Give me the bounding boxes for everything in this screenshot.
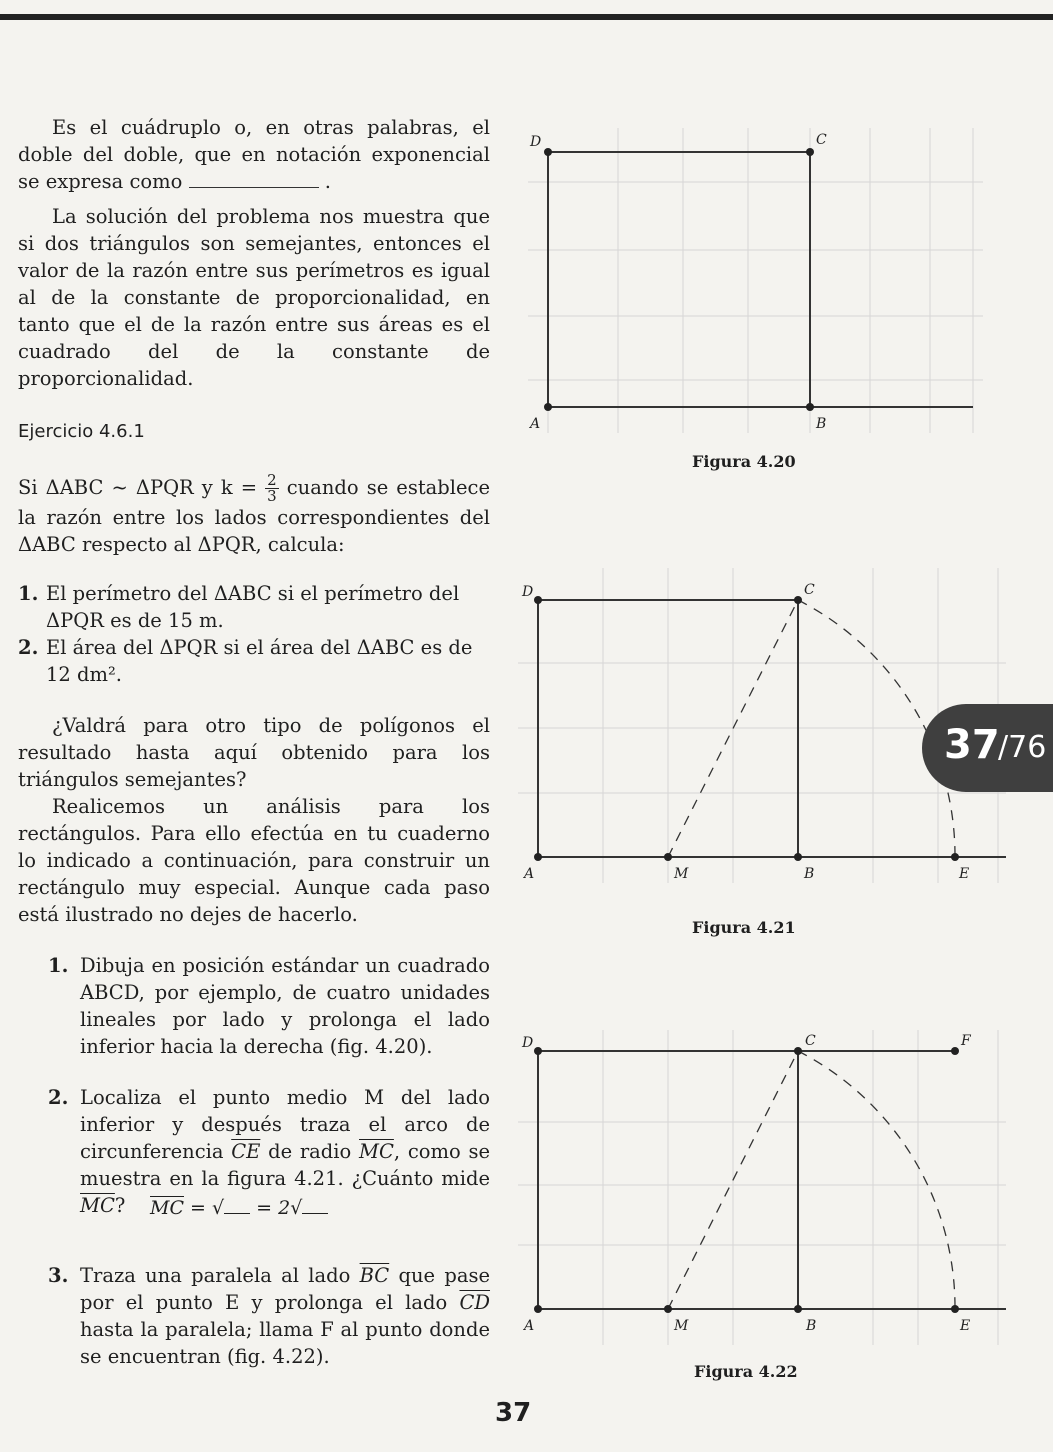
- label-a: A: [524, 866, 535, 882]
- page-indicator-badge[interactable]: [922, 704, 1053, 792]
- formula-mc: $\overline{MC}$ = √ = 2√: [150, 1197, 328, 1219]
- list-item: 2. El área del ΔPQR si el área del ΔABC es de 12 dm².: [18, 636, 473, 686]
- list-item: 1. El perímetro del ΔABC si el perímetro del ΔPQR es de 15 m.: [18, 582, 460, 632]
- step-item: 3. Traza una paralela al lado $\overline{BC}$ que pase por el punto E y prolonga el lado $\overline{CD}$ hasta la paralela; llama F al punto donde se encuentran (fig. 4.22).: [48, 1264, 491, 1368]
- caption-fig-4-22: Figura 4.22: [694, 1362, 798, 1381]
- point-a: [544, 403, 552, 411]
- label-c: C: [805, 1033, 816, 1049]
- text-column: [18, 114, 490, 1219]
- square-abcd: [548, 152, 810, 407]
- label-a: A: [524, 1318, 535, 1334]
- caption-fig-4-21: Figura 4.21: [692, 918, 796, 937]
- step-item: 1. Dibuja en posición estándar un cuadrado ABCD, por ejemplo, de cuatro unidades lineales por lado y prolonga el lado inferior hacia la derecha (fig. 4.20).: [48, 954, 490, 1058]
- paragraph-analysis: Realicemos un análisis para los rectángulos. Para ello efectúa en tu cuaderno lo indicado a continuación, para construir un rectángulo muy especial. Aunque cada paso está ilustrado no dejes de hacerlo.: [18, 795, 490, 926]
- point-b: [806, 403, 814, 411]
- paragraph-exponential: Es el cuádruplo o, en otras palabras, el doble del doble, que en notación exponencial se expresa como .: [18, 116, 490, 193]
- label-d: D: [522, 1035, 534, 1051]
- figure-4-22: [518, 1030, 1006, 1350]
- label-d: D: [522, 584, 534, 600]
- label-e: E: [960, 1318, 971, 1334]
- answer-blank: [189, 169, 319, 188]
- point-b: [794, 853, 802, 861]
- exercise-intro: Si ΔABC ~ ΔPQR y k = $\frac{2}{3}$ cuando se establece la razón entre los lados correspondientes del ΔABC respecto al ΔPQR, calcula:: [18, 471, 491, 556]
- steps-list: [18, 952, 490, 1219]
- point-b: [794, 1305, 802, 1313]
- label-m: M: [674, 1318, 689, 1334]
- label-b: B: [816, 416, 827, 432]
- point-a: [534, 1305, 542, 1313]
- point-c: [794, 1047, 802, 1055]
- label-e: E: [959, 866, 970, 882]
- exercise-title: Ejercicio 4.6.1: [18, 421, 145, 442]
- exercise-items: [18, 580, 490, 688]
- point-a: [534, 853, 542, 861]
- figure-4-20: [518, 118, 988, 438]
- point-c: [806, 148, 814, 156]
- point-d: [534, 596, 542, 604]
- k-fraction: $\frac{2}{3}$: [267, 471, 277, 505]
- label-d: D: [530, 134, 542, 150]
- step-3: [18, 1262, 490, 1370]
- total-pages: /76: [998, 730, 1047, 765]
- paragraph-question: ¿Valdrá para otro tipo de polígonos el resultado hasta aquí obtenido para los triángulos semejantes?: [18, 714, 490, 791]
- point-m: [664, 853, 672, 861]
- point-e: [951, 853, 959, 861]
- point-c: [794, 596, 802, 604]
- current-page: 37: [944, 722, 1000, 768]
- grid: [528, 128, 983, 433]
- point-d: [534, 1047, 542, 1055]
- point-f: [951, 1047, 959, 1055]
- label-m: M: [674, 866, 689, 882]
- label-a: A: [530, 416, 541, 432]
- point-d: [544, 148, 552, 156]
- label-b: B: [806, 1318, 817, 1334]
- caption-fig-4-20: Figura 4.20: [692, 452, 796, 471]
- step-item: 2. Localiza el punto medio M del lado inferior y después traza el arco de circunferencia $\overline{CE}$ de radio $\overline{MC}$, como se muestra en la figura 4.21. ¿Cuánto mide $\overline{MC}$?: [48, 1086, 490, 1217]
- arc-ce: [798, 1051, 955, 1309]
- label-c: C: [816, 132, 827, 148]
- point-m: [664, 1305, 672, 1313]
- label-c: C: [804, 582, 815, 598]
- label-b: B: [804, 866, 815, 882]
- grid: [518, 1030, 1006, 1345]
- paragraph-solution: La solución del problema nos muestra que si dos triángulos son semejantes, entonces el valor de la razón entre sus perímetros es igual al de la constante de proporcionalidad, en tanto que el de la razón entre sus áreas es el cuadrado del de la constante de proporcionalidad.: [18, 205, 490, 390]
- page-number: 37: [495, 1398, 532, 1428]
- top-border: [0, 14, 1053, 20]
- point-e: [951, 1305, 959, 1313]
- label-f: F: [961, 1033, 971, 1049]
